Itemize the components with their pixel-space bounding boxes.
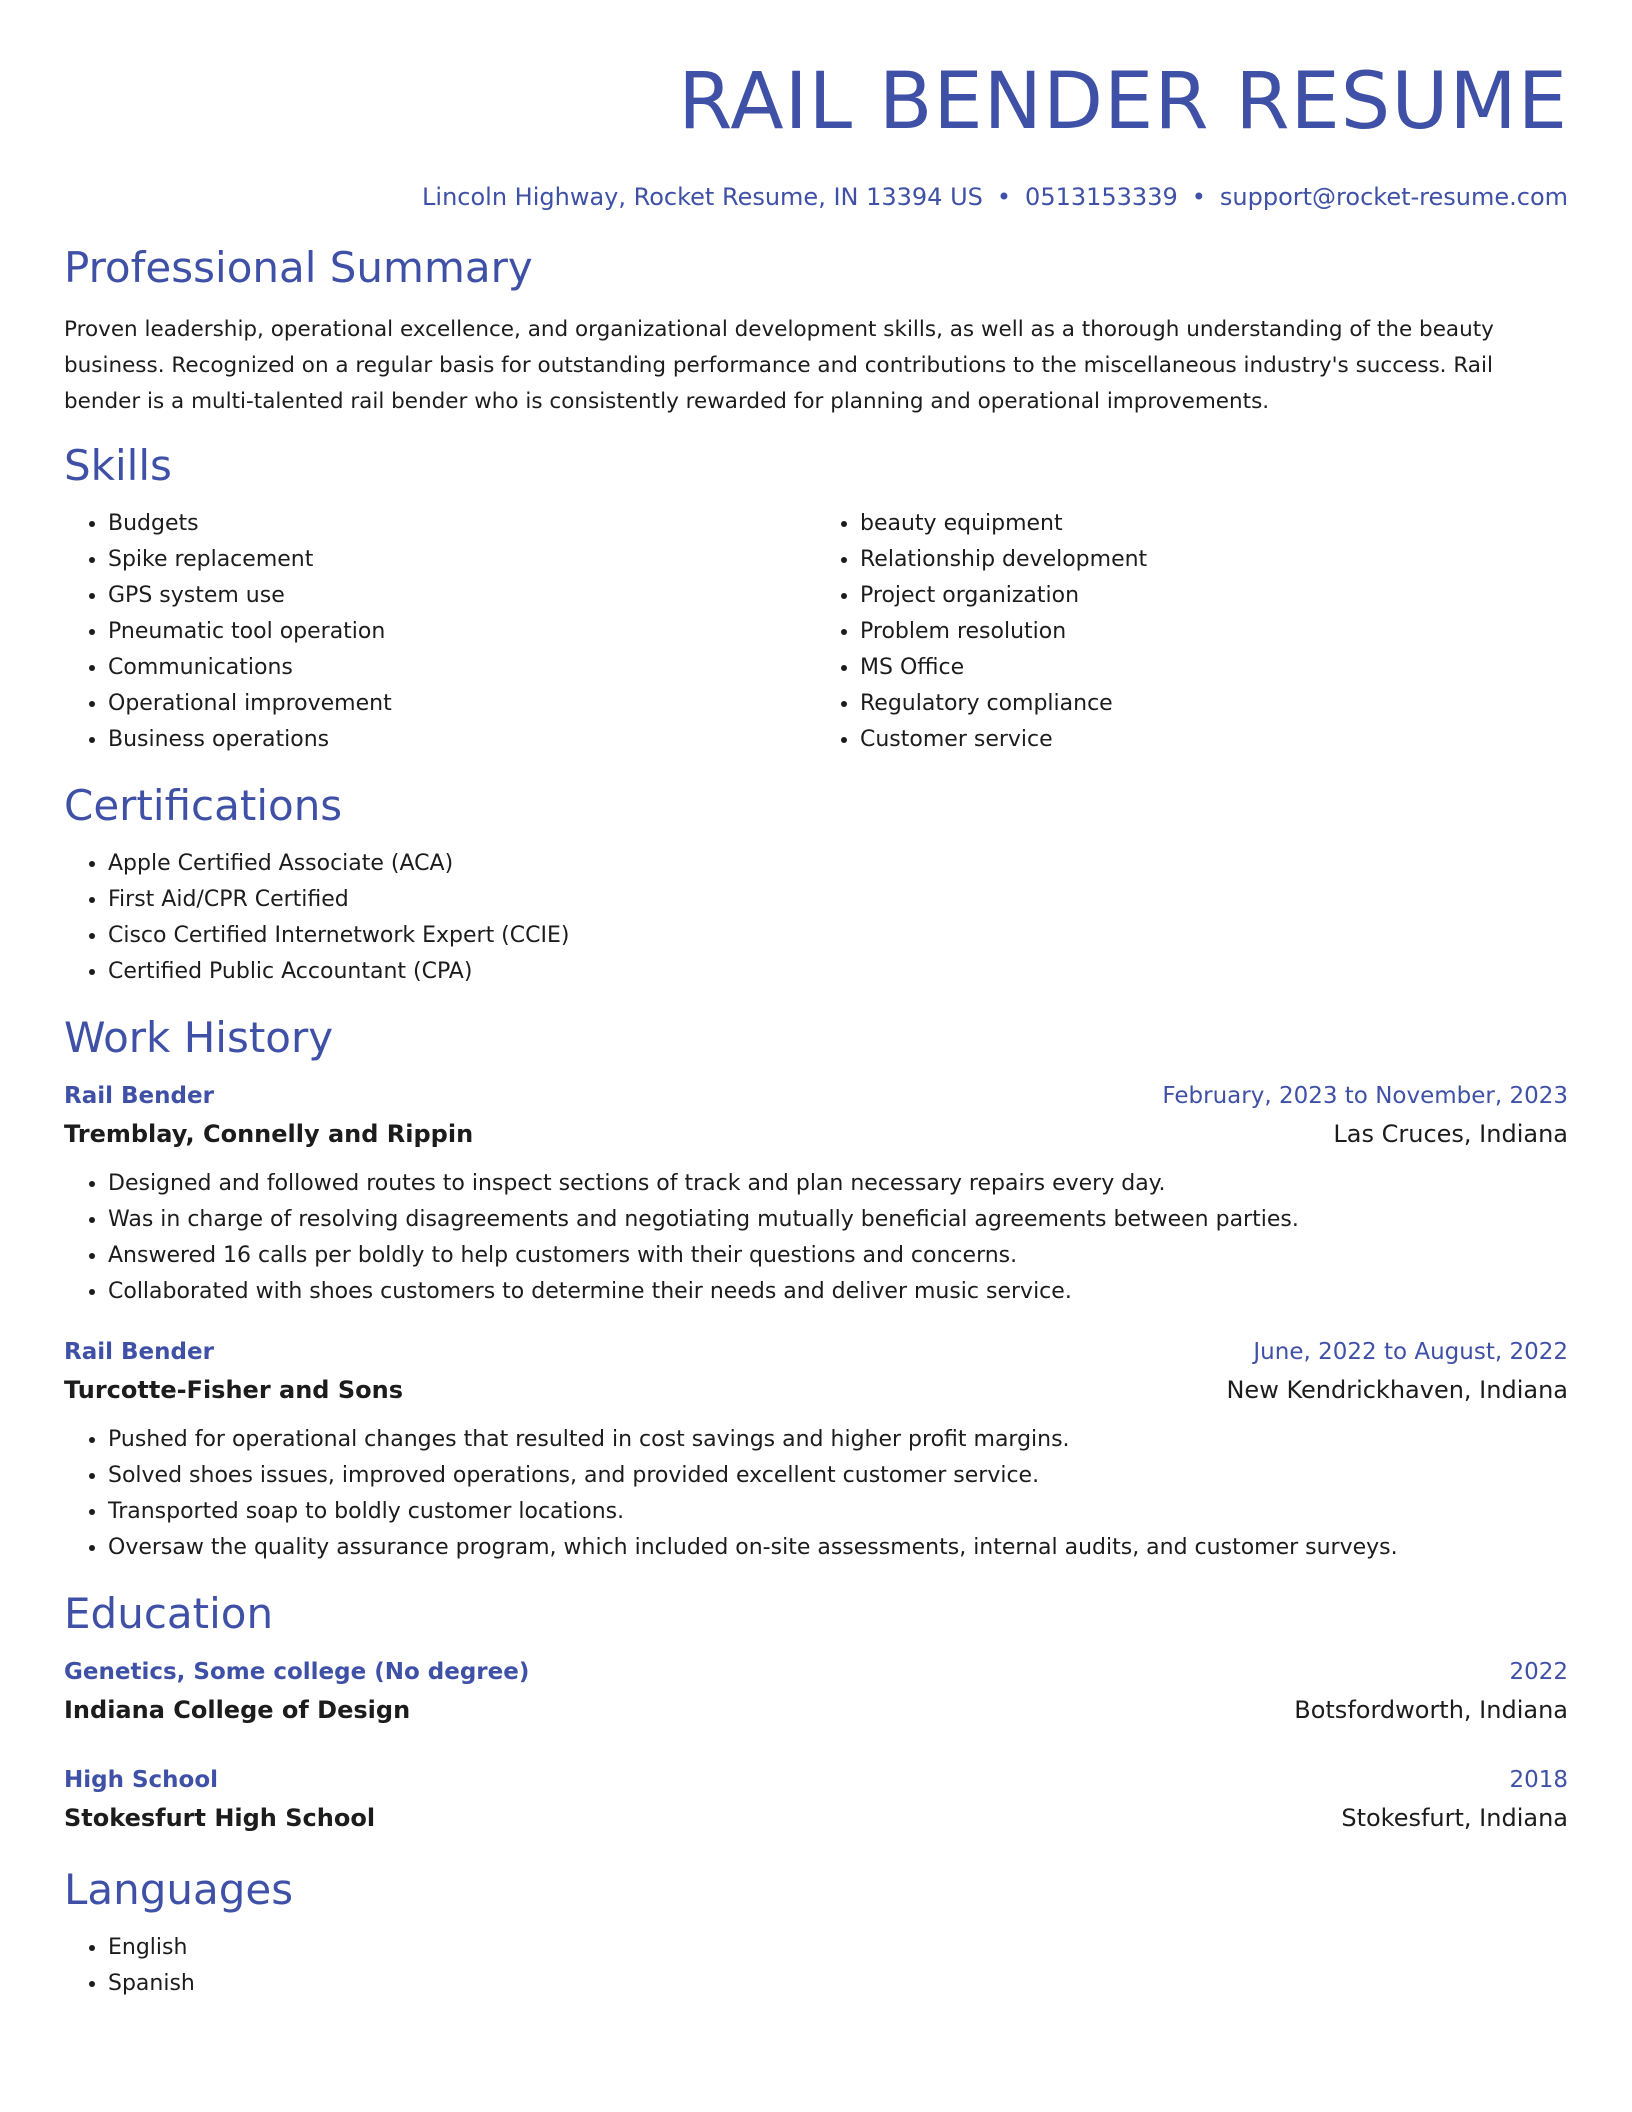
- certifications-list: [64, 846, 1568, 990]
- skill-item: • GPS system use: [108, 578, 816, 614]
- job-duty-item: • Collaborated with shoes customers to determine their needs and deliver music service.: [108, 1274, 1568, 1310]
- job-dates: June, 2022 to August, 2022: [1253, 1339, 1568, 1365]
- skills-list-right: [816, 506, 1568, 758]
- job-duty-item: • Solved shoes issues, improved operations, and provided excellent customer service.: [108, 1458, 1568, 1494]
- work-entry-header: [64, 1078, 1568, 1114]
- graduation-year: 2022: [1509, 1659, 1568, 1685]
- education-entry: [64, 1762, 1568, 1838]
- language-item: • English: [108, 1930, 1568, 1966]
- education-entry-header: [64, 1654, 1568, 1690]
- contact-separator: •: [1191, 183, 1206, 211]
- skill-item: • Customer service: [860, 722, 1568, 758]
- company-name: Turcotte-Fisher and Sons: [64, 1376, 403, 1404]
- skill-item: • beauty equipment: [860, 506, 1568, 542]
- degree-name: High School: [64, 1767, 219, 1793]
- skills-list-left: [64, 506, 816, 758]
- skill-item: • Operational improvement: [108, 686, 816, 722]
- job-duty-item: • Transported soap to boldly customer locations.: [108, 1494, 1568, 1530]
- skills-columns: [64, 506, 1568, 758]
- work-entry: [64, 1334, 1568, 1566]
- contact-phone: 0513153339: [1025, 183, 1178, 211]
- work-history-title: Work History: [64, 1013, 334, 1062]
- skill-item: • Spike replacement: [108, 542, 816, 578]
- job-duty-item: • Pushed for operational changes that resulted in cost savings and higher profit margins.: [108, 1422, 1568, 1458]
- skill-item: • Communications: [108, 650, 816, 686]
- job-duties-list: [64, 1166, 1568, 1310]
- education-entry-header: [64, 1762, 1568, 1798]
- summary-text: Proven leadership, operational excellence, and organizational development skills, as well as a thorough understanding of the beauty business. Recognized on a regular basis for outstanding performance and contributions to the miscellaneous industry's success. Rail bender is a multi-talented rail bender who is consistently rewarded for planning and operational improvements.: [64, 317, 1494, 414]
- graduation-year: 2018: [1509, 1767, 1568, 1793]
- job-duty-item: • Answered 16 calls per boldly to help customers with their questions and concerns.: [108, 1238, 1568, 1274]
- skill-item: • Budgets: [108, 506, 816, 542]
- languages-list: [64, 1930, 1568, 2002]
- resume-name: RAIL BENDER RESUME: [678, 57, 1568, 147]
- job-duty-item: • Designed and followed routes to inspect sections of track and plan necessary repairs every day.: [108, 1166, 1568, 1202]
- job-dates: February, 2023 to November, 2023: [1162, 1083, 1568, 1109]
- job-location: Las Cruces, Indiana: [1333, 1120, 1568, 1148]
- job-title: Rail Bender: [64, 1083, 214, 1109]
- education-title: Education: [64, 1589, 274, 1638]
- school-name: Indiana College of Design: [64, 1696, 411, 1724]
- job-duties-list: [64, 1422, 1568, 1566]
- work-entry-subheader: [64, 1114, 1568, 1154]
- contact-line: [64, 180, 1568, 214]
- contact-address: Lincoln Highway, Rocket Resume, IN 13394 US: [422, 183, 983, 211]
- school-location: Stokesfurt, Indiana: [1341, 1804, 1568, 1832]
- skill-item: • Relationship development: [860, 542, 1568, 578]
- degree-name: Genetics, Some college (No degree): [64, 1659, 530, 1685]
- skill-item: • Regulatory compliance: [860, 686, 1568, 722]
- certification-item: • Certified Public Accountant (CPA): [108, 954, 1568, 990]
- summary-title: Professional Summary: [64, 243, 533, 292]
- certifications-title: Certifications: [64, 781, 343, 830]
- skill-item: • MS Office: [860, 650, 1568, 686]
- work-entry: [64, 1078, 1568, 1310]
- job-duty-item: • Was in charge of resolving disagreements and negotiating mutually beneficial agreements between parties.: [108, 1202, 1568, 1238]
- education-entry-subheader: [64, 1798, 1568, 1838]
- certification-item: • Apple Certified Associate (ACA): [108, 846, 1568, 882]
- education-entry: [64, 1654, 1568, 1730]
- job-title: Rail Bender: [64, 1339, 214, 1365]
- company-name: Tremblay, Connelly and Rippin: [64, 1120, 474, 1148]
- school-location: Botsfordworth, Indiana: [1294, 1696, 1568, 1724]
- work-entry-subheader: [64, 1370, 1568, 1410]
- languages-title: Languages: [64, 1865, 294, 1914]
- certification-item: • Cisco Certified Internetwork Expert (CCIE): [108, 918, 1568, 954]
- skill-item: • Pneumatic tool operation: [108, 614, 816, 650]
- contact-separator: •: [996, 183, 1012, 211]
- certification-item: • First Aid/CPR Certified: [108, 882, 1568, 918]
- skill-item: • Problem resolution: [860, 614, 1568, 650]
- skill-item: • Project organization: [860, 578, 1568, 614]
- skills-title: Skills: [64, 441, 172, 490]
- contact-email[interactable]: support@rocket-resume.com: [1219, 183, 1568, 211]
- skill-item: • Business operations: [108, 722, 816, 758]
- language-item: • Spanish: [108, 1966, 1568, 2002]
- school-name: Stokesfurt High School: [64, 1804, 376, 1832]
- education-entry-subheader: [64, 1690, 1568, 1730]
- work-entry-header: [64, 1334, 1568, 1370]
- resume-header: [64, 0, 1568, 214]
- job-location: New Kendrickhaven, Indiana: [1226, 1376, 1568, 1404]
- job-duty-item: • Oversaw the quality assurance program, which included on-site assessments, internal audits, and customer surveys.: [108, 1530, 1568, 1566]
